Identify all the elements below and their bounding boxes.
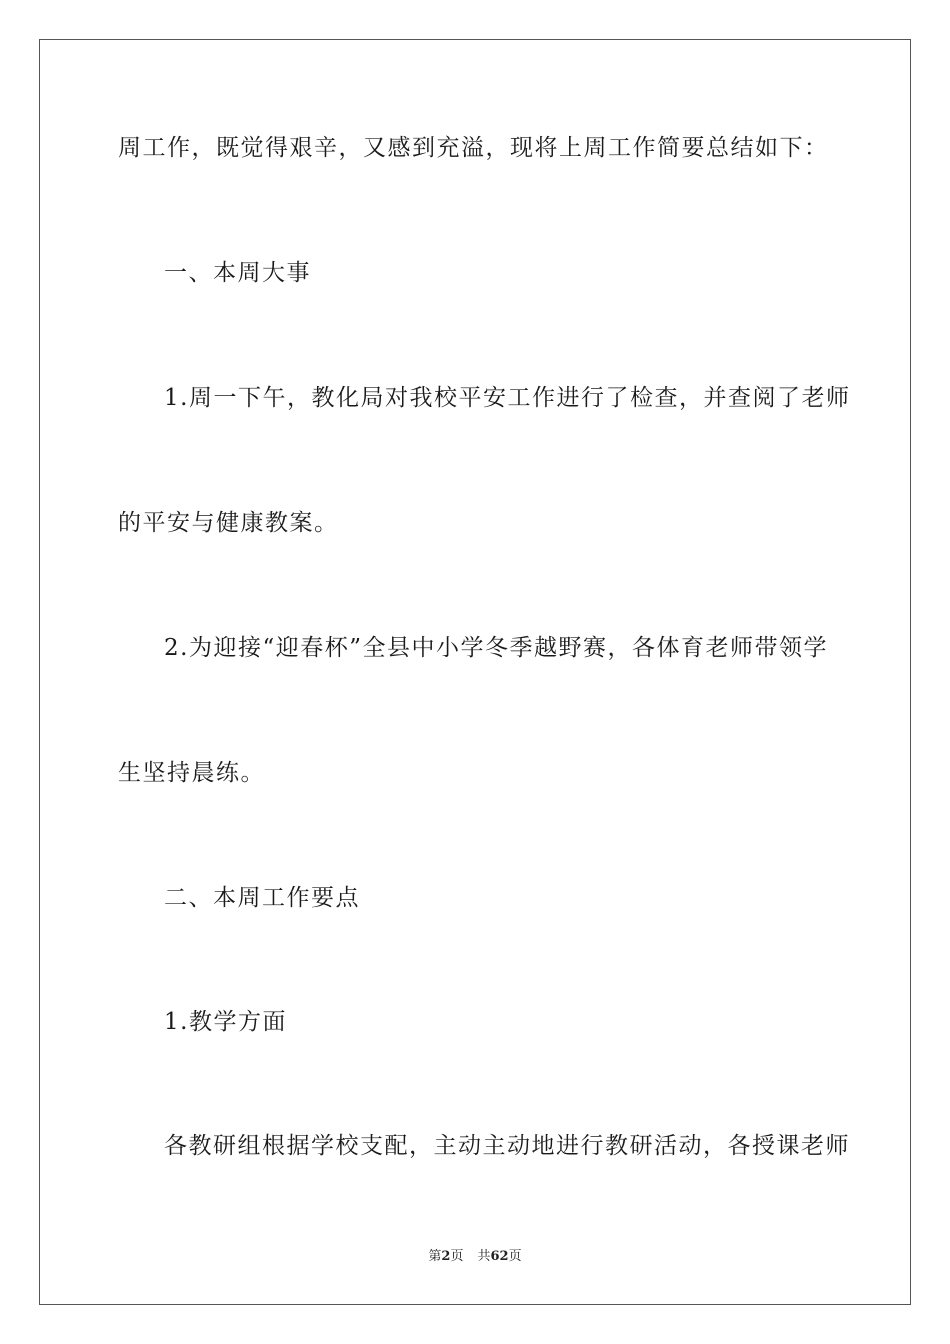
subsection-heading: 1.教学方面 (164, 1009, 287, 1035)
page-footer (0, 1248, 950, 1266)
paragraph-line-6: 生坚持晨练。 (118, 760, 265, 786)
paragraph-line-4: 的平安与健康教案。 (118, 510, 339, 536)
paragraph-line-5: 2.为迎接“迎春杯”全县中小学冬季越野赛，各体育老师带领学 (164, 635, 828, 661)
page-prefix: 第 (428, 1249, 442, 1264)
total-pages: 62 (490, 1249, 509, 1264)
total-suffix: 页 (508, 1249, 522, 1264)
page-number: 2 (441, 1249, 451, 1264)
page-border (39, 39, 911, 1305)
total-prefix: 共 (477, 1249, 491, 1264)
paragraph-line-1: 周工作，既觉得艰辛，又感到充溢，现将上周工作简要总结如下： (118, 135, 829, 161)
section-heading-2: 二、本周工作要点 (164, 885, 360, 911)
section-heading-1: 一、本周大事 (164, 260, 311, 286)
page-suffix: 页 (450, 1249, 464, 1264)
paragraph-line-9: 各教研组根据学校支配，主动主动地进行教研活动，各授课老师 (164, 1133, 850, 1159)
paragraph-line-3: 1.周一下午，教化局对我校平安工作进行了检查，并查阅了老师 (164, 385, 851, 411)
